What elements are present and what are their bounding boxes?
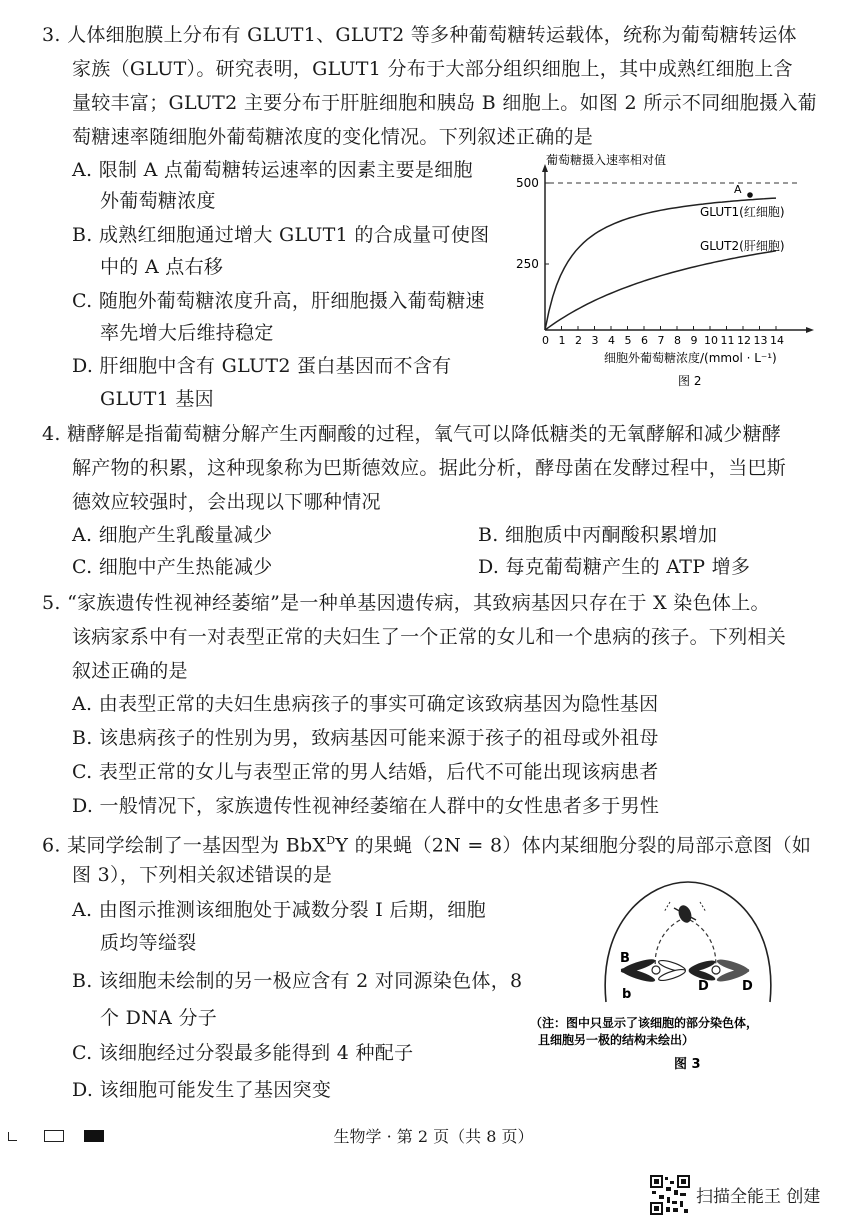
glut1-label: GLUT1(红细胞) <box>700 205 785 219</box>
q6-option-a-cont: 质均等缢裂 <box>100 932 197 954</box>
x-tick-label: 14 <box>770 334 784 347</box>
q5-option-c: C. 表型正常的女儿与表型正常的男人结婚，后代不可能出现该病患者 <box>72 761 659 783</box>
figure-3-cell-diagram <box>528 862 850 1076</box>
scanner-watermark: 扫描全能王 创建 <box>696 1187 821 1207</box>
q3-option-d-cont: GLUT1 基因 <box>100 388 214 410</box>
chart-x-label: 细胞外葡萄糖浓度/(mmol · L⁻¹) <box>604 351 777 365</box>
chart-y-label: 葡萄糖摄入速率相对值 <box>546 153 667 167</box>
q6-option-c: C. 该细胞经过分裂最多能得到 4 种配子 <box>72 1042 414 1064</box>
q3-line-3: 量较丰富；GLUT2 主要分布于肝脏细胞和胰岛 B 细胞上。如图 2 所示不同细胞摄入葡 <box>72 92 817 114</box>
q5-line-3: 叙述正确的是 <box>72 660 188 682</box>
q5-option-d: D. 一般情况下，家族遗传性视神经萎缩在人群中的女性患者多于男性 <box>72 795 660 817</box>
y-tick-500: 500 <box>516 176 539 190</box>
x-tick-label: 1 <box>558 334 566 347</box>
x-tick-label: 6 <box>641 334 648 347</box>
x-tick-label: 8 <box>674 334 681 347</box>
q3-line-2: 家族（GLUT）。研究表明，GLUT1 分布于大部分组织细胞上，其中成熟红细胞上含 <box>72 58 793 80</box>
q4-option-b: B. 细胞质中丙酮酸积累增加 <box>478 524 718 546</box>
y-tick-250: 250 <box>516 257 539 271</box>
q3-option-b-cont: 中的 A 点右移 <box>100 256 224 278</box>
q3-option-c: C. 随胞外葡萄糖浓度升高，肝细胞摄入葡萄糖速 <box>72 290 485 312</box>
q6-option-a: A. 由图示推测该细胞处于减数分裂 Ⅰ 后期，细胞 <box>72 899 486 921</box>
gene-label-b-lower: b <box>622 987 632 1002</box>
x-tick-label: 7 <box>657 334 665 347</box>
q3-option-b: B. 成熟红细胞通过增大 GLUT1 的合成量可使图 <box>72 224 490 246</box>
q4-line-2: 解产物的积累，这种现象称为巴斯德效应。据此分析，酵母菌在发酵过程中，当巴斯 <box>72 457 787 479</box>
q3-option-c-cont: 率先增大后维持稳定 <box>100 322 274 344</box>
q3-line-4: 萄糖速率随细胞外葡萄糖浓度的变化情况。下列叙述正确的是 <box>72 126 594 148</box>
figure-2-chart <box>508 150 828 395</box>
q6-option-b: B. 该细胞未绘制的另一极应含有 2 对同源染色体，8 <box>72 970 523 992</box>
x-tick-label: 4 <box>608 334 615 347</box>
x-arrow-icon <box>806 327 814 333</box>
glut2-label: GLUT2(肝细胞) <box>700 239 785 253</box>
figure-2-caption: 图 2 <box>678 374 702 388</box>
x-ticks <box>542 326 784 347</box>
point-a-marker <box>747 192 753 198</box>
q4-line-1: 4. 糖酵解是指葡萄糖分解产生丙酮酸的过程，氧气可以降低糖类的无氧酵解和减少糖酵 <box>42 423 782 445</box>
q6-option-d: D. 该细胞可能发生了基因突变 <box>72 1079 332 1101</box>
aster-icon <box>664 902 670 912</box>
q3-option-a: A. 限制 A 点葡萄糖转运速率的因素主要是细胞 <box>72 159 473 181</box>
figure-3-caption: 图 3 <box>674 1057 701 1072</box>
q5-line-1: 5. “家族遗传性视神经萎缩”是一种单基因遗传病，其致病基因只存在于 X 染色体上。 <box>42 592 770 614</box>
x-tick-label: 10 <box>704 334 718 347</box>
gene-label-b-upper: B <box>620 951 630 966</box>
aster-icon-2 <box>700 902 706 912</box>
q6-line-1 <box>42 828 811 858</box>
q4-line-3: 德效应较强时，会出现以下哪种情况 <box>72 491 381 513</box>
x-tick-label: 11 <box>720 334 735 347</box>
q3-option-d: D. 肝细胞中含有 GLUT2 蛋白基因而不含有 <box>72 355 452 377</box>
x-tick-label: 0 <box>542 334 549 347</box>
q6-line-1-pre: 6. 某同学绘制了一基因型为 BbX <box>42 834 327 857</box>
q6-option-b-cont: 个 DNA 分子 <box>100 1007 218 1029</box>
point-a-label: A <box>734 183 742 196</box>
page-footer-title: 生物学 · 第 2 页（共 8 页） <box>333 1127 534 1146</box>
q4-option-d: D. 每克葡萄糖产生的 ATP 增多 <box>478 556 751 578</box>
gene-label-d-2: D <box>742 979 753 994</box>
gene-label-d-1: D <box>698 979 709 994</box>
q6-line-1-post: Y 的果蝇（2N = 8）体内某细胞分裂的局部示意图（如 <box>335 834 812 857</box>
q6-superscript-d: D <box>326 834 336 847</box>
figure-3-note-1: （注：图中只显示了该细胞的部分染色体， <box>530 1016 759 1030</box>
glut2-curve <box>545 251 776 330</box>
x-tick-label: 3 <box>591 334 599 347</box>
x-tick-label: 9 <box>690 334 698 347</box>
x-tick-label: 12 <box>737 334 751 347</box>
q6-line-2: 图 3），下列相关叙述错误的是 <box>72 864 333 886</box>
x-tick-label: 5 <box>624 334 632 347</box>
figure-3-note-2: 且细胞另一极的结构未绘出） <box>538 1033 695 1047</box>
q4-option-a: A. 细胞产生乳酸量减少 <box>72 524 273 546</box>
q3-line-1: 3. 人体细胞膜上分布有 GLUT1、GLUT2 等多种葡萄糖转运载体，统称为葡萄糖转运体 <box>42 24 797 46</box>
x-tick-label: 2 <box>575 334 582 347</box>
q5-line-2: 该病家系中有一对表型正常的夫妇生了一个正常的女儿和一个患病的孩子。下列相关 <box>72 626 787 648</box>
q4-option-c: C. 细胞中产生热能减少 <box>72 556 273 578</box>
q3-option-a-cont: 外葡萄糖浓度 <box>100 190 216 212</box>
qr-code-icon <box>650 1170 690 1220</box>
q5-option-b: B. 该患病孩子的性别为男，致病基因可能来源于孩子的祖母或外祖母 <box>72 727 659 749</box>
q5-option-a: A. 由表型正常的夫妇生患病孩子的事实可确定该致病基因为隐性基因 <box>72 693 659 715</box>
x-tick-label: 13 <box>753 334 768 347</box>
